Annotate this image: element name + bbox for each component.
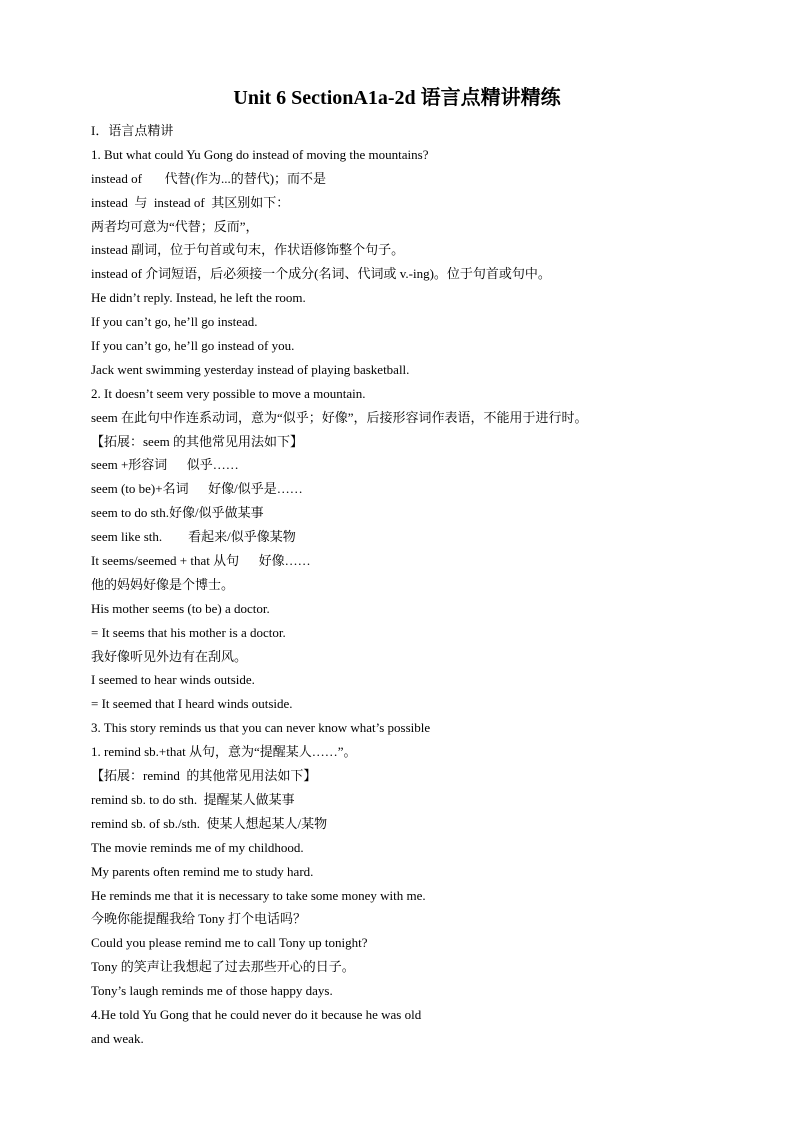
text-line: 今晚你能提醒我给 Tony 打个电话吗？ xyxy=(91,911,307,927)
text-line: instead 副词，位于句首或句末，作状语修饰整个句子。 xyxy=(91,242,405,258)
text-line: He didn’t reply. Instead, he left the room. xyxy=(91,290,306,306)
document-body xyxy=(91,119,731,1051)
text-line: seem 在此句中作连系动词，意为“似乎；好像”，后接形容词作表语，不能用于进行时。 xyxy=(91,409,588,425)
text-line: I seemed to hear winds outside. xyxy=(91,672,255,688)
text-line: It seems/seemed + that 从句 好像…… xyxy=(91,553,311,569)
text-line: He reminds me that it is necessary to take some money with me. xyxy=(91,887,426,903)
text-line: instead of 介词短语，后必须接一个成分(名词、代词或 v.-ing)。位于句首或句中。 xyxy=(91,266,551,282)
text-line: Could you please remind me to call Tony up tonight? xyxy=(91,935,368,951)
text-line: instead 与 instead of 其区别如下： xyxy=(91,194,290,210)
text-line: = It seems that his mother is a doctor. xyxy=(91,624,286,640)
text-line: 3. This story reminds us that you can never know what’s possible xyxy=(91,720,431,736)
text-line: Tony 的笑声让我想起了过去那些开心的日子。 xyxy=(91,959,355,975)
text-line: His mother seems (to be) a doctor. xyxy=(91,600,270,616)
text-line: 【拓展：seem 的其他常见用法如下】 xyxy=(91,433,303,449)
text-line: If you can’t go, he’ll go instead. xyxy=(91,314,258,330)
text-line: Tony’s laugh reminds me of those happy days. xyxy=(91,983,333,999)
text-line: 【拓展：remind 的其他常见用法如下】 xyxy=(91,768,317,784)
text-line: 1. But what could Yu Gong do instead of moving the mountains? xyxy=(91,146,429,162)
text-line: 他的妈妈好像是个博士。 xyxy=(91,576,235,592)
text-line: 我好像听见外边有在刮风。 xyxy=(91,648,248,664)
text-line: instead of 代替(作为...的替代)；而不是 xyxy=(91,170,327,186)
text-line: I．语言点精讲 xyxy=(91,123,174,138)
text-line: seem like sth. 看起来/似乎像某物 xyxy=(91,529,296,545)
text-line: and weak. xyxy=(91,1030,144,1046)
text-line: remind sb. to do sth. 提醒某人做某事 xyxy=(91,791,295,807)
text-line: 4.He told Yu Gong that he could never do it because he was old xyxy=(91,1006,422,1022)
document-title: Unit 6 SectionA1a-2d 语言点精讲精练 xyxy=(233,87,561,109)
text-line: If you can’t go, he’ll go instead of you. xyxy=(91,338,295,354)
text-line: seem (to be)+名词 好像/似乎是…… xyxy=(91,481,303,497)
text-line: Jack went swimming yesterday instead of playing basketball. xyxy=(91,361,410,377)
text-line: My parents often remind me to study hard. xyxy=(91,863,314,879)
text-line: 2. It doesn’t seem very possible to move a mountain. xyxy=(91,385,366,401)
text-line: 两者均可意为“代替；反而”， xyxy=(91,218,259,234)
text-line: seem +形容词 似乎…… xyxy=(91,457,239,473)
text-line: The movie reminds me of my childhood. xyxy=(91,839,304,855)
text-line: = It seemed that I heard winds outside. xyxy=(91,696,293,712)
text-line: remind sb. of sb./sth. 使某人想起某人/某物 xyxy=(91,815,328,831)
text-line: seem to do sth.好像/似乎做某事 xyxy=(91,505,264,521)
text-line: 1. remind sb.+that 从句，意为“提醒某人……”。 xyxy=(91,744,357,760)
